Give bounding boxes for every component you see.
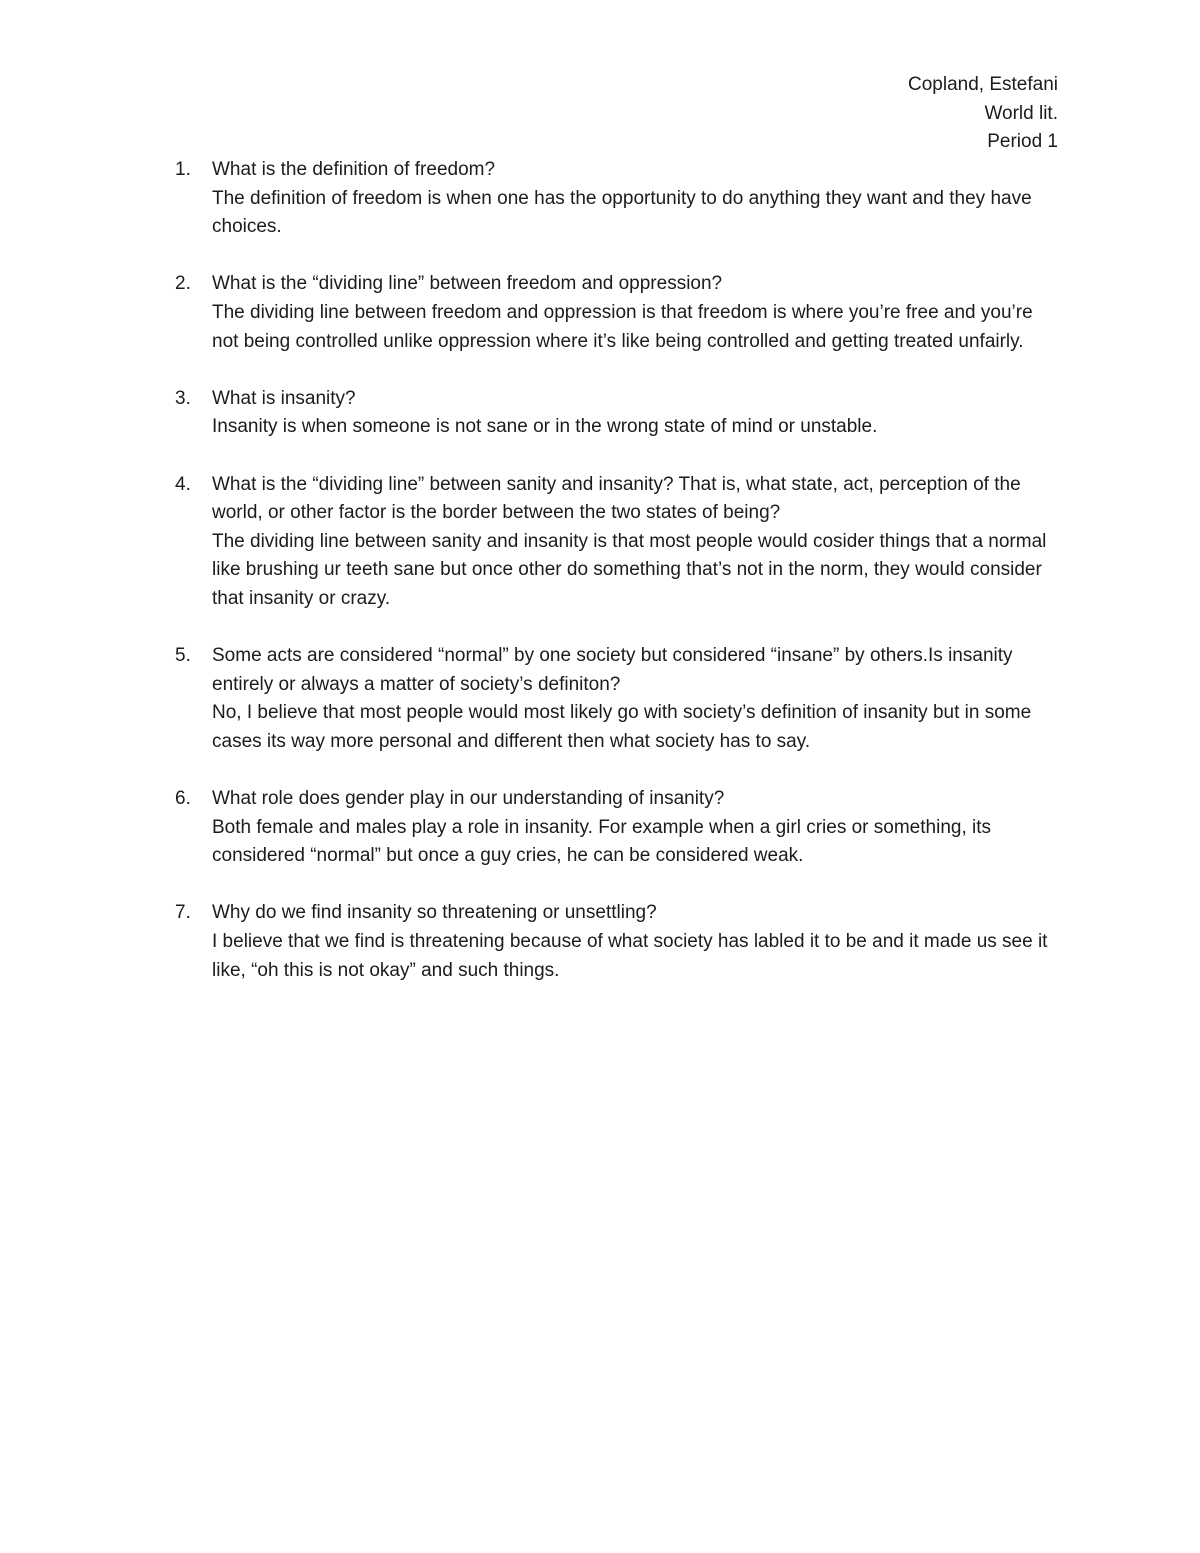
item-number: 5.	[175, 645, 191, 667]
list-item	[0, 899, 1200, 985]
answer-text: I believe that we find is threatening because of what society has labled it to be and it made us see it like, “oh this is not okay” and such things.	[212, 931, 1048, 981]
answer-text: The dividing line between sanity and insanity is that most people would cosider things that a normal like brushing ur teeth sane but once other do something that’s not in the norm, they would consider that insanity or crazy.	[212, 530, 1047, 609]
item-number: 2.	[175, 273, 191, 295]
question-text: What is insanity?	[212, 387, 356, 409]
list-item	[0, 785, 1200, 871]
course-name: World lit.	[984, 102, 1058, 124]
question-text: What is the “dividing line” between freedom and oppression?	[212, 273, 723, 295]
question-text: Some acts are considered “normal” by one society but considered “insane” by others.Is insanity entirely or always a matter of society’s definiton?	[212, 645, 1013, 695]
answer-text: The definition of freedom is when one has the opportunity to do anything they want and they have choices.	[212, 187, 1032, 238]
list-item	[0, 471, 1200, 614]
list-item	[0, 270, 1200, 356]
list-item	[0, 385, 1200, 442]
list-item	[0, 156, 1200, 242]
item-number: 1.	[175, 159, 191, 180]
list-item	[0, 642, 1200, 756]
item-number: 3.	[175, 387, 191, 409]
answer-text: Insanity is when someone is not sane or in the wrong state of mind or unstable.	[212, 416, 878, 438]
item-number: 7.	[175, 902, 191, 924]
item-number: 6.	[175, 788, 191, 810]
class-period: Period 1	[987, 131, 1058, 153]
question-text: Why do we find insanity so threatening or unsettling?	[212, 902, 657, 924]
question-text: What is the definition of freedom?	[212, 159, 496, 180]
question-text: What is the “dividing line” between sanity and insanity? That is, what state, act, perception of the world, or other factor is the border between the two states of being?	[212, 473, 1021, 524]
question-text: What role does gender play in our understanding of insanity?	[212, 788, 725, 810]
document-header	[908, 71, 1058, 157]
student-name: Copland, Estefani	[908, 74, 1058, 95]
answer-text: No, I believe that most people would most likely go with society’s definition of insanity but in some cases its way more personal and different then what society has to say.	[212, 702, 1032, 752]
question-list	[0, 156, 1200, 1014]
answer-text: The dividing line between freedom and oppression is that freedom is where you’re free and you’re not being controlled unlike oppression where it’s like being controlled and getting treated unfairly.	[212, 301, 1033, 352]
answer-text: Both female and males play a role in insanity. For example when a girl cries or something, its considered “normal” but once a guy cries, he can be considered weak.	[212, 816, 992, 867]
item-number: 4.	[175, 473, 191, 495]
